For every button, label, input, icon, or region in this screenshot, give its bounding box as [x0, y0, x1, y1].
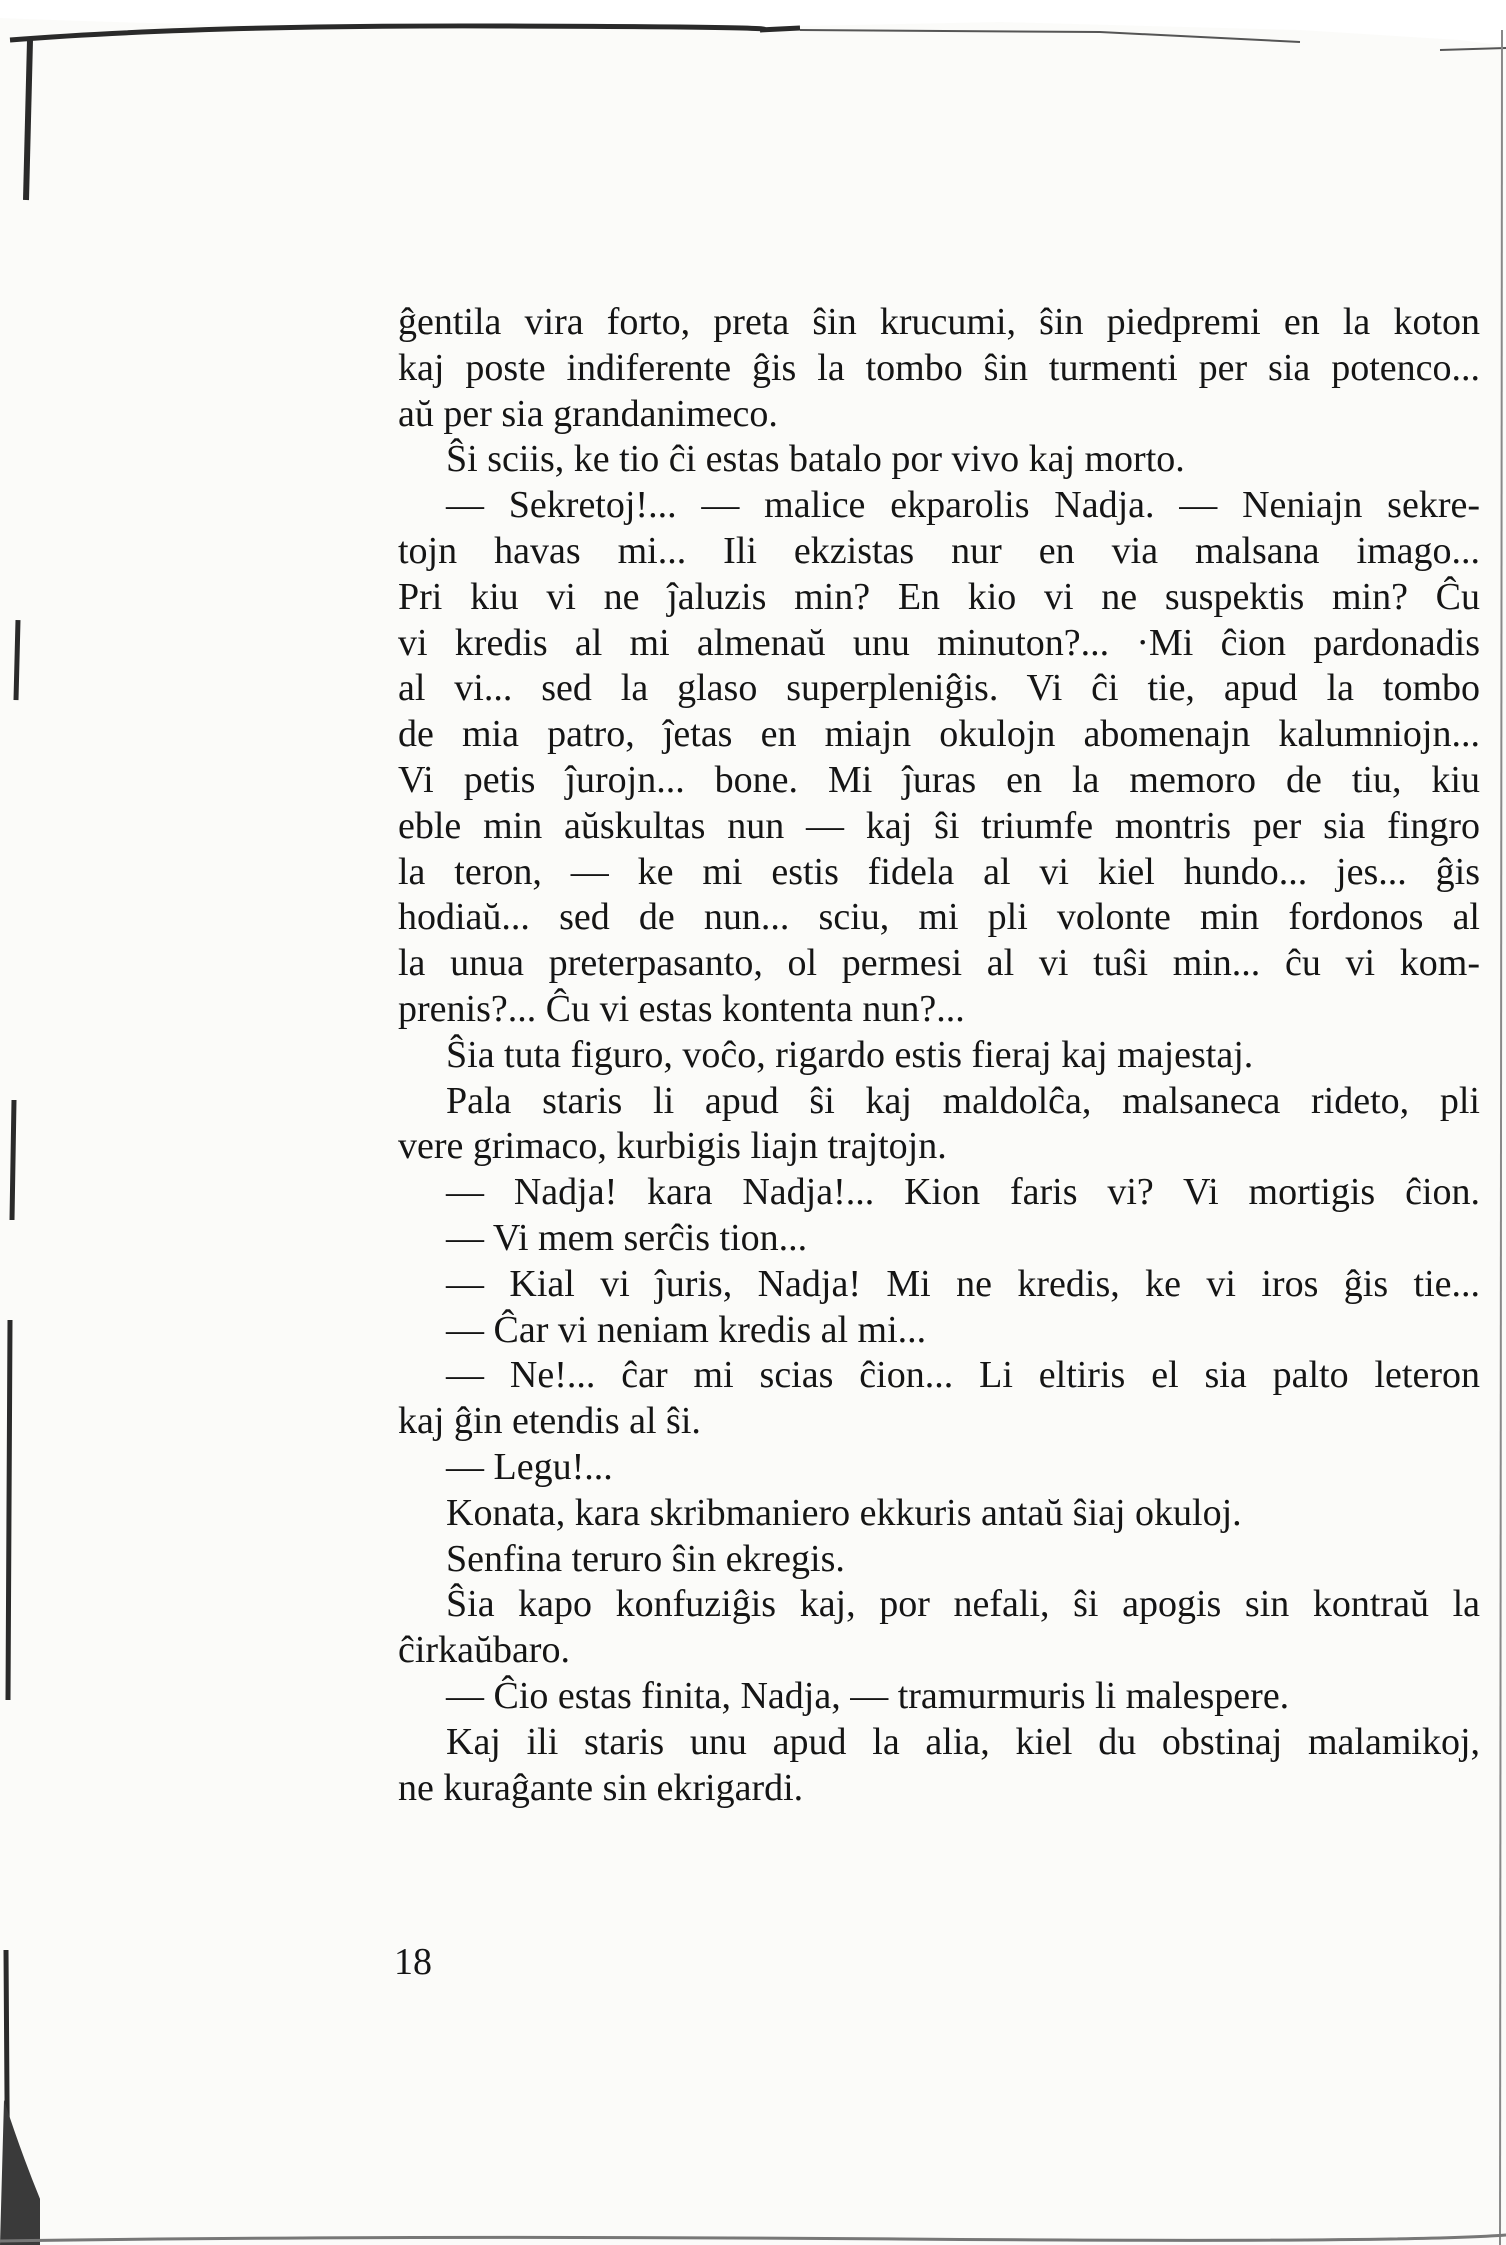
text-line: — Ĉar vi neniam kredis al mi... — [446, 1308, 927, 1351]
text-line: hodiaŭ... sed de nun... sciu, mi pli volonte min fordonos al — [398, 896, 1480, 939]
page-number: 18 — [394, 1941, 432, 1983]
text-line: Senfina teruro ŝin ekregis. — [446, 1537, 845, 1580]
text-line: Pala staris li apud ŝi kaj maldolĉa, malsaneca rideto, pli — [446, 1079, 1480, 1122]
text-line: — Legu!... — [446, 1445, 613, 1488]
text-line: tojn havas mi... Ili ekzistas nur en via malsana imago... — [398, 529, 1480, 572]
text-line: aŭ per sia grandanimeco. — [398, 392, 778, 435]
text-line: kaj ĝin etendis al ŝi. — [398, 1400, 701, 1443]
scan-edge-top — [0, 0, 1506, 60]
text-line: ĉirkaŭbaro. — [398, 1629, 570, 1672]
scan-edge-left — [0, 0, 40, 2245]
text-line: vere grimaco, kurbigis liajn trajtojn. — [398, 1125, 947, 1168]
text-line: vi kredis al mi almenaŭ unu minuton?... ·Mi ĉion pardonadis — [398, 621, 1480, 664]
text-line: Pri kiu vi ne ĵaluzis min? En kio vi ne suspektis min? Ĉu — [398, 575, 1480, 618]
text-line: ne kuraĝante sin ekrigardi. — [398, 1766, 804, 1809]
text-line: ĝentila vira forto, preta ŝin krucumi, ŝin piedpremi en la koton — [398, 301, 1480, 343]
text-line: — Kial vi ĵuris, Nadja! Mi ne kredis, ke vi iros ĝis tie... — [446, 1262, 1480, 1305]
scan-edge-bottom — [0, 2155, 1506, 2245]
text-line: — Sekretoj!... — malice ekparolis Nadja. — Neniajn sekre- — [446, 484, 1480, 527]
text-line: kaj poste indiferente ĝis la tombo ŝin turmenti per sia potenco... — [398, 346, 1480, 389]
text-line: la teron, — ke mi estis fidela al vi kiel hundo... jes... ĝis — [398, 850, 1480, 893]
text-line: Konata, kara skribmaniero ekkuris antaŭ ŝiaj okuloj. — [446, 1491, 1242, 1534]
text-line: Kaj ili staris unu apud la alia, kiel du obstinaj malamikoj, — [446, 1720, 1480, 1763]
text-line: eble min aŭskultas nun — kaj ŝi triumfe montris per sia fingro — [398, 804, 1480, 847]
text-line: de mia patro, ĵetas en miajn okulojn abomenajn kalumniojn... — [398, 713, 1480, 756]
scan-edge-right — [1494, 0, 1506, 2245]
text-line: Vi petis ĵurojn... bone. Mi ĵuras en la memoro de tiu, kiu — [398, 758, 1480, 801]
text-line: — Nadja! kara Nadja!... Kion faris vi? Vi mortigis ĉion. — [446, 1171, 1480, 1214]
text-line: al vi... sed la glaso superpleniĝis. Vi ĉi tie, apud la tombo — [398, 667, 1480, 710]
text-line: Ŝia tuta figuro, voĉo, rigardo estis fieraj kaj majestaj. — [446, 1033, 1254, 1076]
text-line: la unua preterpasanto, ol permesi al vi tuŝi min... ĉu vi kom- — [398, 942, 1480, 985]
body-text — [398, 300, 1480, 1811]
text-line: Ŝi sciis, ke tio ĉi estas batalo por vivo kaj morto. — [446, 438, 1185, 481]
text-line: — Ĉio estas finita, Nadja, — tramurmuris li malespere. — [446, 1674, 1290, 1717]
text-line: — Ne!... ĉar mi scias ĉion... Li eltiris el sia palto leteron — [446, 1354, 1480, 1397]
text-line: — Vi mem serĉis tion... — [446, 1216, 808, 1259]
text-line: prenis?... Ĉu vi estas kontenta nun?... — [398, 987, 965, 1030]
text-line: Ŝia kapo konfuziĝis kaj, por nefali, ŝi apogis sin kontraŭ la — [446, 1583, 1480, 1626]
